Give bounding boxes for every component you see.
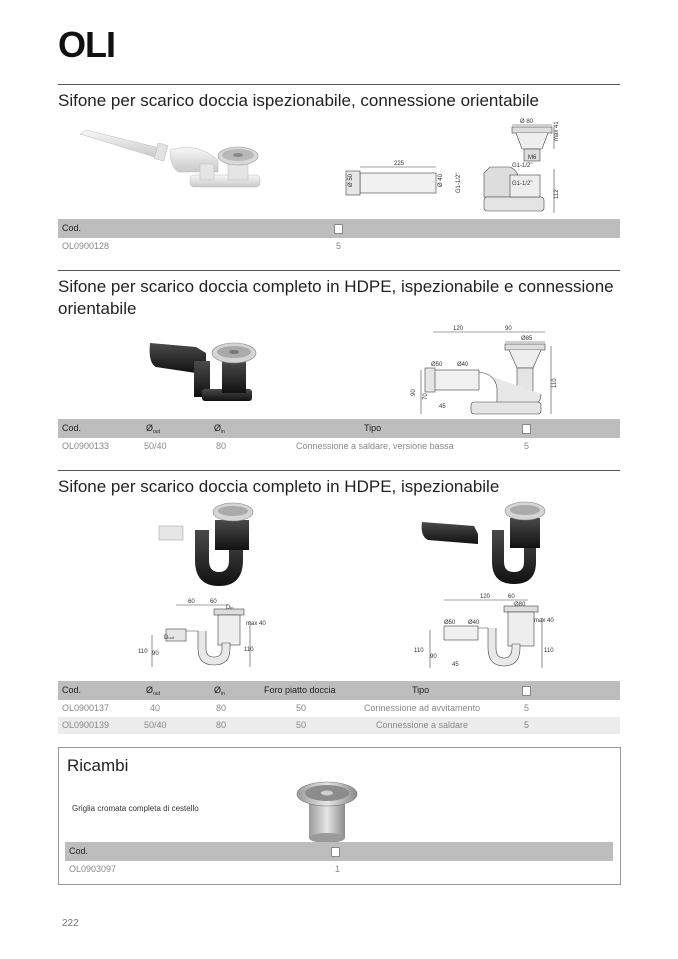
section-title: Sifone per scarico doccia ispezionabile, connessione orientabile <box>58 91 540 110</box>
header-cod: Cod. <box>62 223 82 233</box>
svg-text:45: 45 <box>439 404 446 410</box>
svg-text:Ø 50: Ø 50 <box>348 173 354 187</box>
table-header: Cod. $Ø_{out}$ $Ø_{in}$ Tipo <box>58 419 620 438</box>
svg-text:112: 112 <box>554 189 560 199</box>
brand-logo: OLI <box>58 24 115 65</box>
svg-text:110: 110 <box>414 648 424 654</box>
package-icon <box>331 847 340 857</box>
svg-text:G1-1/2": G1-1/2" <box>512 163 533 169</box>
technical-drawing-3-right <box>408 590 563 675</box>
svg-text:Ø 80: Ø 80 <box>520 119 534 125</box>
product-photo-grate <box>295 776 359 844</box>
svg-text:225: 225 <box>394 161 405 167</box>
svg-text:45: 45 <box>452 662 459 668</box>
product-photo-siphon-black-left <box>155 500 265 592</box>
svg-text:Din: Din <box>226 605 234 611</box>
svg-text:90: 90 <box>430 654 437 660</box>
page-number: 222 <box>62 918 79 929</box>
svg-text:Ø 40: Ø 40 <box>438 173 444 187</box>
svg-text:Ø40: Ø40 <box>457 362 469 368</box>
header-package <box>331 842 340 861</box>
spare-parts-title: Ricambi <box>67 756 129 775</box>
svg-text:110: 110 <box>552 378 558 388</box>
svg-text:60: 60 <box>508 594 515 600</box>
svg-text:Ø85: Ø85 <box>521 336 533 342</box>
product-table-3 <box>58 681 620 734</box>
package-icon <box>522 686 531 696</box>
technical-drawing-1 <box>340 115 570 220</box>
section-divider <box>58 470 620 471</box>
table-header: Cod. $Ø_{out}$ $Ø_{in}$ Foro piatto doccia Tipo <box>58 681 620 700</box>
section-divider <box>58 84 620 85</box>
spare-parts-table <box>65 842 613 878</box>
svg-text:120: 120 <box>453 326 464 332</box>
svg-text:max 41: max 41 <box>554 121 560 141</box>
spare-parts-box <box>58 747 621 885</box>
technical-drawing-2 <box>405 322 560 420</box>
svg-text:60: 60 <box>188 599 195 605</box>
svg-text:110: 110 <box>244 647 254 653</box>
technical-drawing-3-left <box>136 595 286 675</box>
section-title: Sifone per scarico doccia completo in HDPE, ispezionabile e connessione orientabile <box>58 277 614 318</box>
svg-text:90: 90 <box>505 326 512 332</box>
svg-text:70: 70 <box>423 393 429 400</box>
svg-text:Ø50: Ø50 <box>444 620 456 626</box>
table-row: OL0900137 40 80 50 Connessione ad avvitamento 5 <box>62 703 530 713</box>
product-table-2 <box>58 419 620 455</box>
section-title: Sifone per scarico doccia completo in HDPE, ispezionabile <box>58 477 500 496</box>
svg-text:60: 60 <box>210 599 217 605</box>
header-package <box>522 681 531 700</box>
table-header: Cod. <box>65 842 613 861</box>
svg-text:M6: M6 <box>528 155 537 161</box>
product-table-1 <box>58 219 620 255</box>
product-photo-siphon-black-low <box>146 333 266 408</box>
svg-text:120: 120 <box>480 594 491 600</box>
package-icon <box>334 224 343 234</box>
svg-text:max 40: max 40 <box>246 621 266 627</box>
product-photo-siphon-black-right <box>418 500 558 592</box>
svg-text:110: 110 <box>544 648 554 654</box>
svg-text:G1-1/2": G1-1/2" <box>512 181 533 187</box>
svg-text:Ø40: Ø40 <box>468 620 480 626</box>
table-row: OL0903097 1 <box>69 864 341 874</box>
svg-text:110: 110 <box>138 649 148 655</box>
section-divider <box>58 270 620 271</box>
table-row: OL0900128 5 <box>62 241 342 251</box>
table-row: OL0900139 50/40 80 50 Connessione a saldare 5 <box>58 717 620 734</box>
svg-text:90: 90 <box>152 651 159 657</box>
svg-text:max 40: max 40 <box>534 618 554 624</box>
product-photo-siphon-white <box>78 120 278 210</box>
spare-part-description: Griglia cromata completa di cestello <box>72 804 199 813</box>
svg-text:G1-1/2": G1-1/2" <box>456 172 462 193</box>
svg-text:Ø50: Ø50 <box>431 362 443 368</box>
svg-text:Dout: Dout <box>164 635 174 641</box>
table-row: OL0900133 50/40 80 Connessione a saldare, versione bassa 5 <box>62 441 530 451</box>
package-icon <box>522 424 531 434</box>
svg-text:90: 90 <box>411 389 417 396</box>
header-package <box>522 419 531 438</box>
header-package <box>334 219 343 238</box>
svg-text:Ø80: Ø80 <box>514 602 526 608</box>
table-header <box>58 219 620 238</box>
